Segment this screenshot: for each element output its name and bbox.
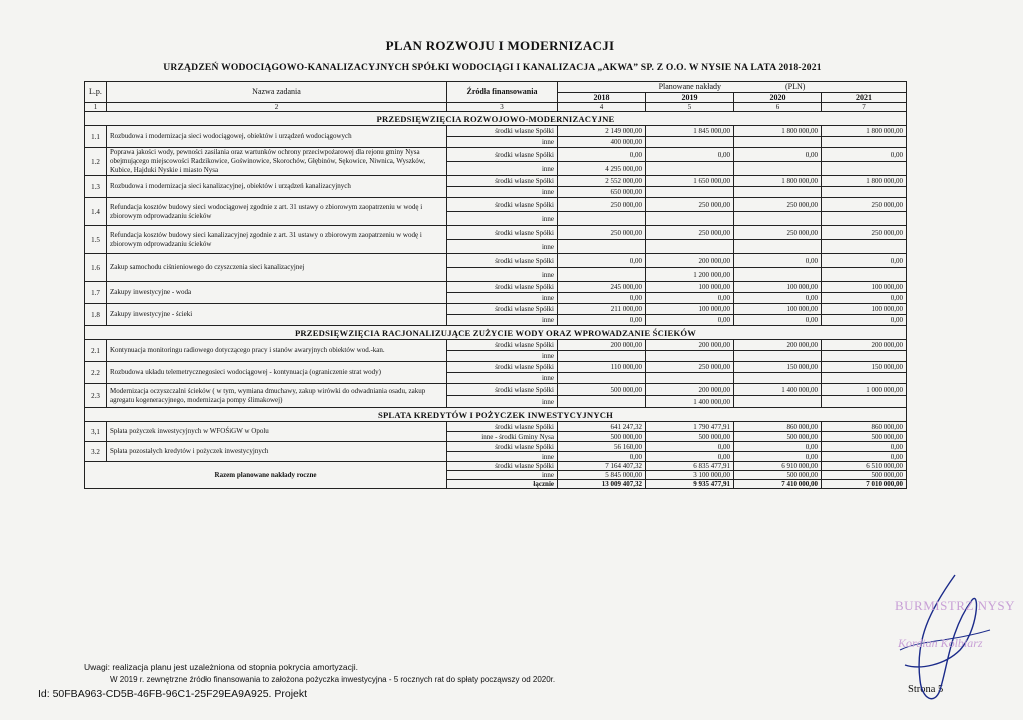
stamp-signature: Kordian Kolbiarz <box>898 636 983 650</box>
column-number: 1 <box>85 103 107 112</box>
amount-cell: 0,00 <box>734 254 822 268</box>
header-planned-label: Planowane nakłady <box>658 82 721 91</box>
amount-cell: 0,00 <box>558 452 646 462</box>
amount-cell <box>734 396 822 408</box>
funding-source: inne <box>447 396 558 408</box>
amount-cell: 0,00 <box>646 442 734 452</box>
totals-amount: 7 010 000,00 <box>822 480 907 489</box>
funding-source: inne <box>447 187 558 198</box>
amount-cell: 250 000,00 <box>646 226 734 240</box>
amount-cell: 0,00 <box>822 293 907 304</box>
task-name: Zakupy inwestycyjne - ścieki <box>107 304 447 326</box>
amount-cell: 0,00 <box>734 293 822 304</box>
amount-cell: 500 000,00 <box>558 432 646 442</box>
funding-source: środki własne Spółki <box>447 282 558 293</box>
funding-source: inne <box>447 212 558 226</box>
table-row <box>85 198 907 212</box>
amount-cell: 110 000,00 <box>558 362 646 373</box>
amount-cell: 100 000,00 <box>646 282 734 293</box>
amount-cell: 211 000,00 <box>558 304 646 315</box>
column-number: 6 <box>734 103 822 112</box>
amount-cell: 150 000,00 <box>734 362 822 373</box>
amount-cell: 200 000,00 <box>646 384 734 396</box>
table-row <box>85 126 907 137</box>
task-number: 1.4 <box>85 198 107 226</box>
header-currency: (PLN) <box>785 82 806 91</box>
amount-cell <box>558 373 646 384</box>
amount-cell: 0,00 <box>822 452 907 462</box>
task-name: Modernizacja oczyszczalni ścieków ( w tym, wymiana dmuchawy, zakup wirówki do odwadniania osadu, zakup agregatu kogeneracyjnego, modernizacja pompy ślimakowej) <box>107 384 447 408</box>
totals-amount: 7 164 407,32 <box>558 462 646 471</box>
funding-source: inne <box>447 452 558 462</box>
task-name: Zakup samochodu ciśnieniowego do czyszczenia sieci kanalizacyjnej <box>107 254 447 282</box>
amount-cell: 1 400 000,00 <box>646 396 734 408</box>
amount-cell: 400 000,00 <box>558 137 646 148</box>
funding-source: środki własne Spółki <box>447 198 558 212</box>
amount-cell: 1 790 477,91 <box>646 422 734 432</box>
funding-source: inne <box>447 240 558 254</box>
amount-cell: 1 000 000,00 <box>822 384 907 396</box>
funding-source: środki własne Spółki <box>447 384 558 396</box>
task-number: 2.3 <box>85 384 107 408</box>
amount-cell <box>822 212 907 226</box>
page-number: Strona 5 <box>908 684 944 695</box>
amount-cell: 0,00 <box>646 315 734 326</box>
totals-amount: 13 009 407,32 <box>558 480 646 489</box>
amount-cell: 200 000,00 <box>558 340 646 351</box>
totals-amount: 6 835 477,91 <box>646 462 734 471</box>
amount-cell: 0,00 <box>734 148 822 162</box>
amount-cell: 0,00 <box>646 452 734 462</box>
amount-cell <box>822 396 907 408</box>
amount-cell: 200 000,00 <box>734 340 822 351</box>
footer-note-1: Uwagi: realizacja planu jest uzależniona od stopnia pokrycia amortyzacji. <box>84 662 359 672</box>
amount-cell <box>558 351 646 362</box>
amount-cell: 0,00 <box>734 315 822 326</box>
amount-cell <box>822 373 907 384</box>
amount-cell: 500 000,00 <box>822 432 907 442</box>
section-header <box>85 112 907 126</box>
amount-cell: 650 000,00 <box>558 187 646 198</box>
amount-cell: 0,00 <box>734 452 822 462</box>
amount-cell: 0,00 <box>646 148 734 162</box>
funding-source: środki własne Spółki <box>447 304 558 315</box>
table-row <box>85 362 907 373</box>
amount-cell <box>558 268 646 282</box>
amount-cell: 500 000,00 <box>734 432 822 442</box>
amount-cell <box>734 187 822 198</box>
amount-cell: 250 000,00 <box>558 226 646 240</box>
amount-cell: 0,00 <box>558 148 646 162</box>
table-row <box>85 226 907 240</box>
task-number: 1.5 <box>85 226 107 254</box>
table-row <box>85 340 907 351</box>
amount-cell: 100 000,00 <box>822 282 907 293</box>
amount-cell: 200 000,00 <box>646 340 734 351</box>
amount-cell: 245 000,00 <box>558 282 646 293</box>
totals-amount: 9 935 477,91 <box>646 480 734 489</box>
task-number: 3,1 <box>85 422 107 442</box>
funding-source: środki własne Spółki <box>447 340 558 351</box>
section-title: PRZEDSIĘWZIĘCIA RACJONALIZUJĄCE ZUŻYCIE WODY ORAZ WPROWADZANIE ŚCIEKÓW <box>85 326 907 340</box>
funding-source: inne <box>447 162 558 176</box>
document-title: PLAN ROZWOJU I MODERNIZACJI <box>385 38 615 53</box>
amount-cell: 0,00 <box>646 293 734 304</box>
funding-source: inne <box>447 315 558 326</box>
amount-cell: 250 000,00 <box>646 362 734 373</box>
amount-cell <box>558 212 646 226</box>
amount-cell: 500 000,00 <box>646 432 734 442</box>
task-number: 2.2 <box>85 362 107 384</box>
amount-cell: 250 000,00 <box>558 198 646 212</box>
amount-cell: 1 200 000,00 <box>646 268 734 282</box>
totals-amount: 6 910 000,00 <box>734 462 822 471</box>
totals-source: łącznie <box>447 480 558 489</box>
amount-cell <box>646 373 734 384</box>
header-year: 2019 <box>646 93 734 103</box>
amount-cell: 0,00 <box>558 254 646 268</box>
totals-source: środki własne Spółki <box>447 462 558 471</box>
document-id: Id: 50FBA963-CD5B-46FB-96C1-25F29EA9A925. Projekt <box>38 688 308 700</box>
task-name: Rozbudowa układu telemetrycznegosieci wodociągowej - kontynuacja (ograniczenie strat wody) <box>107 362 447 384</box>
column-number: 5 <box>646 103 734 112</box>
header-year: 2020 <box>734 93 822 103</box>
amount-cell: 0,00 <box>822 442 907 452</box>
task-name: Refundacja kosztów budowy sieci wodociągowej zgodnie z art. 31 ustawy o zbiorowym zaopatrzeniu w wodę i zbiorowym odprowadzaniu ścieków <box>107 198 447 226</box>
amount-cell <box>734 373 822 384</box>
amount-cell <box>822 187 907 198</box>
amount-cell: 250 000,00 <box>734 226 822 240</box>
amount-cell <box>646 212 734 226</box>
amount-cell <box>646 187 734 198</box>
table-row <box>85 304 907 315</box>
amount-cell: 1 800 000,00 <box>734 176 822 187</box>
amount-cell <box>734 240 822 254</box>
amount-cell <box>646 240 734 254</box>
amount-cell <box>822 137 907 148</box>
column-number: 7 <box>822 103 907 112</box>
amount-cell: 150 000,00 <box>822 362 907 373</box>
amount-cell <box>822 240 907 254</box>
totals-label: Razem planowane nakłady roczne <box>85 462 447 489</box>
amount-cell: 100 000,00 <box>734 304 822 315</box>
header-lp: L.p. <box>85 82 107 103</box>
amount-cell <box>822 162 907 176</box>
amount-cell: 2 149 000,00 <box>558 126 646 137</box>
funding-source: środki własne Spółki <box>447 362 558 373</box>
amount-cell <box>558 240 646 254</box>
section-header <box>85 326 907 340</box>
totals-amount: 500 000,00 <box>734 471 822 480</box>
totals-amount: 6 510 000,00 <box>822 462 907 471</box>
task-name: Zakupy inwestycyjne - woda <box>107 282 447 304</box>
amount-cell: 1 800 000,00 <box>822 126 907 137</box>
section-title: PRZEDSIĘWZIĘCIA ROZWOJOWO-MODERNIZACYJNE <box>85 112 907 126</box>
amount-cell: 860 000,00 <box>734 422 822 432</box>
amount-cell: 1 800 000,00 <box>734 126 822 137</box>
amount-cell: 56 160,00 <box>558 442 646 452</box>
totals-source: inne <box>447 471 558 480</box>
amount-cell: 500 000,00 <box>558 384 646 396</box>
header-name: Nazwa zadania <box>107 82 447 103</box>
task-number: 1.2 <box>85 148 107 176</box>
amount-cell: 250 000,00 <box>646 198 734 212</box>
task-number: 3.2 <box>85 442 107 462</box>
totals-row <box>85 462 907 471</box>
funding-source: środki własne Spółki <box>447 254 558 268</box>
funding-source: środki własne Spółki <box>447 422 558 432</box>
totals-amount: 7 410 000,00 <box>734 480 822 489</box>
amount-cell: 0,00 <box>734 442 822 452</box>
funding-source: środki własne Spółki <box>447 226 558 240</box>
table-row <box>85 282 907 293</box>
totals-amount: 500 000,00 <box>822 471 907 480</box>
column-number: 4 <box>558 103 646 112</box>
totals-amount: 5 845 000,00 <box>558 471 646 480</box>
amount-cell <box>734 137 822 148</box>
funding-source: środki własne Spółki <box>447 148 558 162</box>
table-row <box>85 254 907 268</box>
amount-cell: 250 000,00 <box>822 198 907 212</box>
amount-cell: 200 000,00 <box>822 340 907 351</box>
amount-cell: 100 000,00 <box>822 304 907 315</box>
column-number: 2 <box>107 103 447 112</box>
section-title: SPLATA KREDYTÓW I POŻYCZEK INWESTYCYJNYCH <box>85 408 907 422</box>
table-row <box>85 176 907 187</box>
header-year: 2018 <box>558 93 646 103</box>
table-row <box>85 442 907 452</box>
task-name: Spłata pożyczek inwestycyjnych w WFOŚiGW w Opolu <box>107 422 447 442</box>
amount-cell: 100 000,00 <box>646 304 734 315</box>
amount-cell <box>558 396 646 408</box>
amount-cell: 4 295 000,00 <box>558 162 646 176</box>
task-number: 1.8 <box>85 304 107 326</box>
funding-source: inne <box>447 137 558 148</box>
header-source: Źródła finansowania <box>447 82 558 103</box>
section-header <box>85 408 907 422</box>
amount-cell <box>646 162 734 176</box>
amount-cell <box>822 351 907 362</box>
table-row <box>85 422 907 432</box>
stamp-title: BURMISTRZ NYSY <box>895 598 1016 613</box>
funding-source: środki własne Spółki <box>447 126 558 137</box>
document-subtitle: URZĄDZEŃ WODOCIĄGOWO-KANALIZACYJNYCH SPÓŁKI WODOCIĄGI I KANALIZACJA „AKWA” SP. Z O.O. W NYSIE NA LATA 2018-2021 <box>163 62 822 73</box>
amount-cell <box>734 268 822 282</box>
amount-cell <box>734 162 822 176</box>
task-number: 1.3 <box>85 176 107 198</box>
column-number: 3 <box>447 103 558 112</box>
task-number: 1.6 <box>85 254 107 282</box>
header-year: 2021 <box>822 93 907 103</box>
task-number: 2.1 <box>85 340 107 362</box>
funding-source: inne <box>447 268 558 282</box>
task-name: Rozbudowa i modernizacja sieci wodociągowej, obiektów i urządzeń wodociągowych <box>107 126 447 148</box>
funding-source: środki własne Spółki <box>447 176 558 187</box>
amount-cell: 0,00 <box>558 293 646 304</box>
funding-source: inne - środki Gminy Nysa <box>447 432 558 442</box>
amount-cell: 1 400 000,00 <box>734 384 822 396</box>
amount-cell <box>822 268 907 282</box>
amount-cell: 250 000,00 <box>734 198 822 212</box>
task-name: Kontynuacja monitoringu radiowego dotyczącego pracy i stanów awaryjnych obiektów wod.-kan. <box>107 340 447 362</box>
task-number: 1.7 <box>85 282 107 304</box>
funding-source: inne <box>447 351 558 362</box>
amount-cell <box>646 137 734 148</box>
amount-cell: 1 845 000,00 <box>646 126 734 137</box>
amount-cell: 0,00 <box>822 148 907 162</box>
amount-cell: 100 000,00 <box>734 282 822 293</box>
amount-cell <box>734 351 822 362</box>
amount-cell: 2 552 000,00 <box>558 176 646 187</box>
amount-cell <box>646 351 734 362</box>
task-name: Poprawa jakości wody, pewności zasilania oraz wartunków ochrony przeciwpożarowej dla rejonu gminy Nysa obejmującego miejscowości Radzikowice, Goświnowice, Skorochów, Głębinów, Sękowice, Niwnica, Wyszków, Kubice, Hajduki Nyskie i miasto Nysa <box>107 148 447 176</box>
investment-plan-table <box>84 81 907 489</box>
header-planned <box>558 82 907 93</box>
amount-cell: 1 800 000,00 <box>822 176 907 187</box>
amount-cell: 641 247,32 <box>558 422 646 432</box>
amount-cell: 200 000,00 <box>646 254 734 268</box>
funding-source: inne <box>447 373 558 384</box>
amount-cell: 0,00 <box>822 254 907 268</box>
table-row <box>85 148 907 162</box>
table-row <box>85 384 907 396</box>
amount-cell: 860 000,00 <box>822 422 907 432</box>
funding-source: inne <box>447 293 558 304</box>
totals-amount: 3 100 000,00 <box>646 471 734 480</box>
funding-source: środki własne Spółki <box>447 442 558 452</box>
amount-cell: 1 650 000,00 <box>646 176 734 187</box>
task-name: Rozbudowa i modernizacja sieci kanalizacyjnej, obiektów i urządzeń kanalizacyjnych <box>107 176 447 198</box>
amount-cell: 0,00 <box>558 315 646 326</box>
task-number: 1.1 <box>85 126 107 148</box>
amount-cell: 250 000,00 <box>822 226 907 240</box>
task-name: Spłata pozostałych kredytów i pożyczek inwestycyjnych <box>107 442 447 462</box>
amount-cell: 0,00 <box>822 315 907 326</box>
amount-cell <box>734 212 822 226</box>
footer-note-2: W 2019 r. zewnętrzne źródło finansowania to założona pożyczka inwestycyjna - 5 rocznych rat do spłaty począwszy od 2020r. <box>110 675 556 684</box>
task-name: Refundacja kosztów budowy sieci kanalizacyjnej zgodnie z art. 31 ustawy o zbiorowym zaopatrzeniu w wodę i zbiorowym odprowadzaniu ścieków <box>107 226 447 254</box>
